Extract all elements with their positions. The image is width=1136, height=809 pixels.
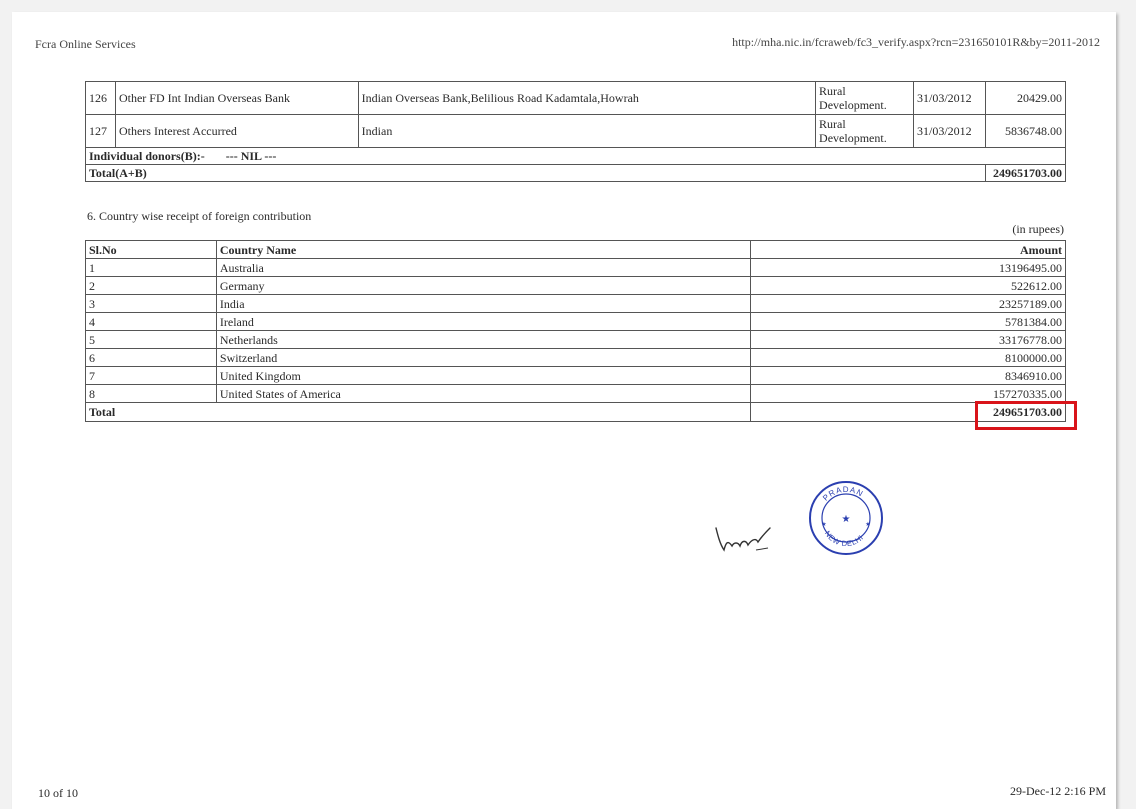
page-number: 10 of 10 (38, 786, 78, 800)
country-slno: 8 (86, 385, 217, 403)
header-site-name: Fcra Online Services (35, 37, 136, 51)
receipt-purpose (816, 82, 914, 115)
receipt-purpose-line2: Development. (819, 131, 887, 145)
country-name: United Kingdom (216, 367, 750, 385)
country-amount: 5781384.00 (751, 313, 1066, 331)
country-slno: 1 (86, 259, 217, 277)
country-table-header (86, 241, 1066, 259)
document-page (12, 12, 1116, 809)
receipt-purpose (816, 115, 914, 148)
table-row (86, 385, 1066, 403)
table-row (86, 313, 1066, 331)
receipt-amount: 5836748.00 (985, 115, 1065, 148)
country-name: Switzerland (216, 349, 750, 367)
country-name: Ireland (216, 313, 750, 331)
header-url: http://mha.nic.in/fcraweb/fc3_verify.aspx?rcn=231650101R&by=2011-2012 (732, 35, 1100, 49)
signature (710, 512, 780, 562)
receipts-total-label: Total(A+B) (86, 165, 986, 182)
country-amount: 522612.00 (751, 277, 1066, 295)
receipts-total-amount: 249651703.00 (985, 165, 1065, 182)
individual-donors-row (86, 148, 1066, 165)
country-total-amount: 249651703.00 (751, 403, 1066, 422)
stamp-star-icon: ★ (841, 514, 851, 525)
country-slno: 2 (86, 277, 217, 295)
country-amount: 23257189.00 (751, 295, 1066, 313)
svg-text:NEW DELHI (823, 529, 866, 548)
receipt-no: 126 (86, 82, 116, 115)
table-row (86, 82, 1066, 115)
receipt-donor-address: Indian Overseas Bank,Belilious Road Kadamtala,Howrah (358, 82, 815, 115)
receipt-date: 31/03/2012 (914, 82, 986, 115)
stamp-star-left-icon: ★ (821, 521, 827, 528)
receipt-donor-name: Others Interest Accurred (115, 115, 358, 148)
country-slno: 5 (86, 331, 217, 349)
table-row (86, 331, 1066, 349)
print-datetime: 29-Dec-12 2:16 PM (1010, 784, 1106, 798)
receipt-purpose-line1: Rural (819, 84, 846, 98)
receipt-date: 31/03/2012 (914, 115, 986, 148)
country-name: India (216, 295, 750, 313)
country-name: Australia (216, 259, 750, 277)
country-amount: 157270335.00 (751, 385, 1066, 403)
header-amount: Amount (751, 241, 1066, 259)
country-slno: 4 (86, 313, 217, 331)
stamp-top-text: PRADAN (821, 484, 866, 503)
receipts-table (85, 81, 1066, 182)
country-amount: 13196495.00 (751, 259, 1066, 277)
table-row (86, 259, 1066, 277)
section-title: 6. Country wise receipt of foreign contribution (87, 209, 312, 223)
stamp-bottom-text: NEW DELHI (822, 529, 866, 549)
receipt-donor-name: Other FD Int Indian Overseas Bank (115, 82, 358, 115)
receipt-amount: 20429.00 (985, 82, 1065, 115)
individual-donors-value: --- NIL --- (225, 149, 277, 163)
country-total-label: Total (86, 403, 751, 422)
table-row (86, 349, 1066, 367)
receipt-purpose-line2: Development. (819, 98, 887, 112)
header-slno: Sl.No (86, 241, 217, 259)
receipt-donor-address: Indian (358, 115, 815, 148)
country-slno: 3 (86, 295, 217, 313)
country-name: Netherlands (216, 331, 750, 349)
country-amount: 33176778.00 (751, 331, 1066, 349)
country-amount: 8346910.00 (751, 367, 1066, 385)
table-row (86, 277, 1066, 295)
country-slno: 7 (86, 367, 217, 385)
stamp-star-right-icon: ★ (865, 521, 871, 528)
country-total-row (86, 403, 1066, 422)
table-row (86, 295, 1066, 313)
receipt-purpose-line1: Rural (819, 117, 846, 131)
country-name: United States of America (216, 385, 750, 403)
country-table (85, 240, 1066, 422)
country-name: Germany (216, 277, 750, 295)
individual-donors-label: Individual donors(B):- (89, 149, 205, 163)
receipts-total-row (86, 165, 1066, 182)
pradan-stamp (808, 480, 884, 556)
receipt-no: 127 (86, 115, 116, 148)
table-row (86, 115, 1066, 148)
country-slno: 6 (86, 349, 217, 367)
table-row (86, 367, 1066, 385)
header-country: Country Name (216, 241, 750, 259)
unit-note: (in rupees) (1012, 222, 1064, 236)
country-amount: 8100000.00 (751, 349, 1066, 367)
